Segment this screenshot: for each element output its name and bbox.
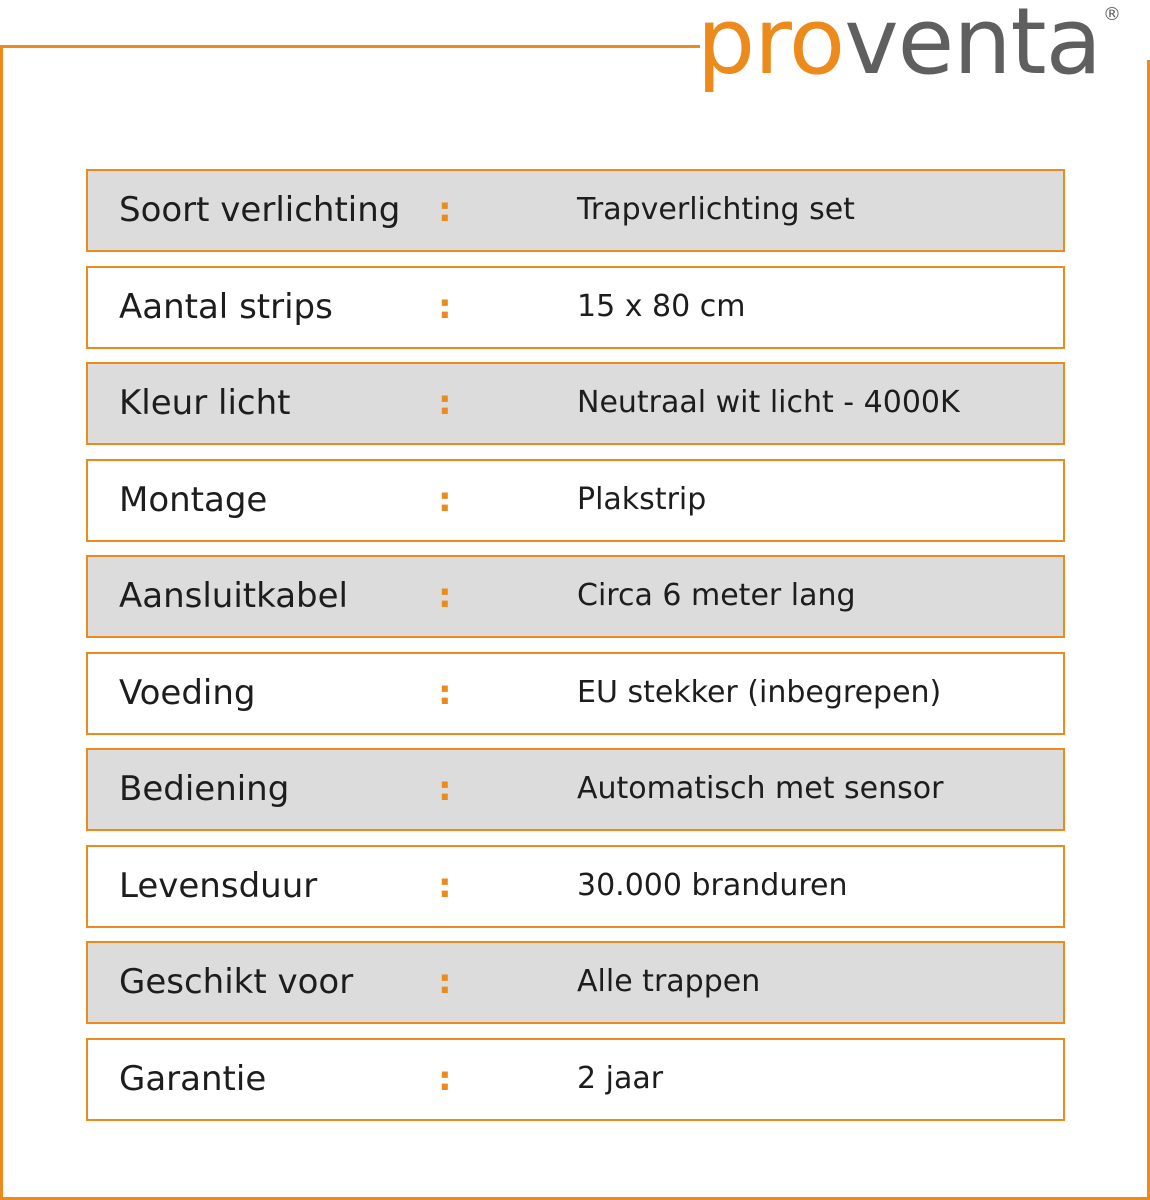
spec-label: Kleur licht (119, 383, 291, 423)
spec-separator: : (438, 769, 452, 809)
spec-label: Levensduur (119, 865, 318, 906)
spec-label: Aantal strips (119, 286, 333, 327)
spec-value: Neutraal wit licht - 4000K (577, 385, 960, 420)
spec-value: Circa 6 meter lang (577, 578, 856, 613)
spec-value: Automatisch met sensor (577, 771, 944, 806)
spec-label: Voeding (119, 672, 256, 713)
spec-row (86, 362, 1065, 445)
spec-separator: : (438, 1058, 452, 1099)
spec-row (86, 748, 1065, 831)
spec-separator: : (438, 383, 452, 423)
spec-value: Alle trappen (577, 964, 761, 999)
spec-separator: : (438, 672, 452, 713)
frame-top-line (0, 45, 700, 48)
logo-venta: venta (844, 0, 1101, 95)
brand-logo (696, 0, 1120, 95)
logo-pro: pro (696, 0, 845, 95)
spec-value: 2 jaar (577, 1060, 664, 1096)
spec-value: Plakstrip (577, 481, 707, 517)
spec-row (86, 941, 1065, 1024)
spec-separator: : (438, 286, 452, 327)
spec-label: Soort verlichting (119, 190, 401, 230)
spec-separator: : (438, 865, 452, 906)
spec-label: Garantie (119, 1058, 267, 1099)
spec-separator: : (438, 190, 452, 230)
spec-value: 15 x 80 cm (577, 288, 746, 324)
spec-table (86, 169, 1065, 1134)
spec-label: Geschikt voor (119, 962, 354, 1002)
spec-row (86, 459, 1065, 542)
spec-value: EU stekker (inbegrepen) (577, 674, 942, 710)
spec-separator: : (438, 479, 452, 520)
spec-row (86, 555, 1065, 638)
registered-mark: ® (1103, 4, 1120, 25)
spec-row (86, 652, 1065, 735)
spec-separator: : (438, 576, 452, 616)
spec-label: Aansluitkabel (119, 576, 349, 616)
frame-left-line (0, 45, 3, 1200)
spec-label: Bediening (119, 769, 290, 809)
spec-row (86, 266, 1065, 349)
spec-row (86, 845, 1065, 928)
spec-row (86, 1038, 1065, 1121)
spec-value: 30.000 branduren (577, 867, 848, 903)
spec-label: Montage (119, 479, 268, 520)
spec-row (86, 169, 1065, 252)
spec-separator: : (438, 962, 452, 1002)
spec-value: Trapverlichting set (577, 192, 855, 227)
